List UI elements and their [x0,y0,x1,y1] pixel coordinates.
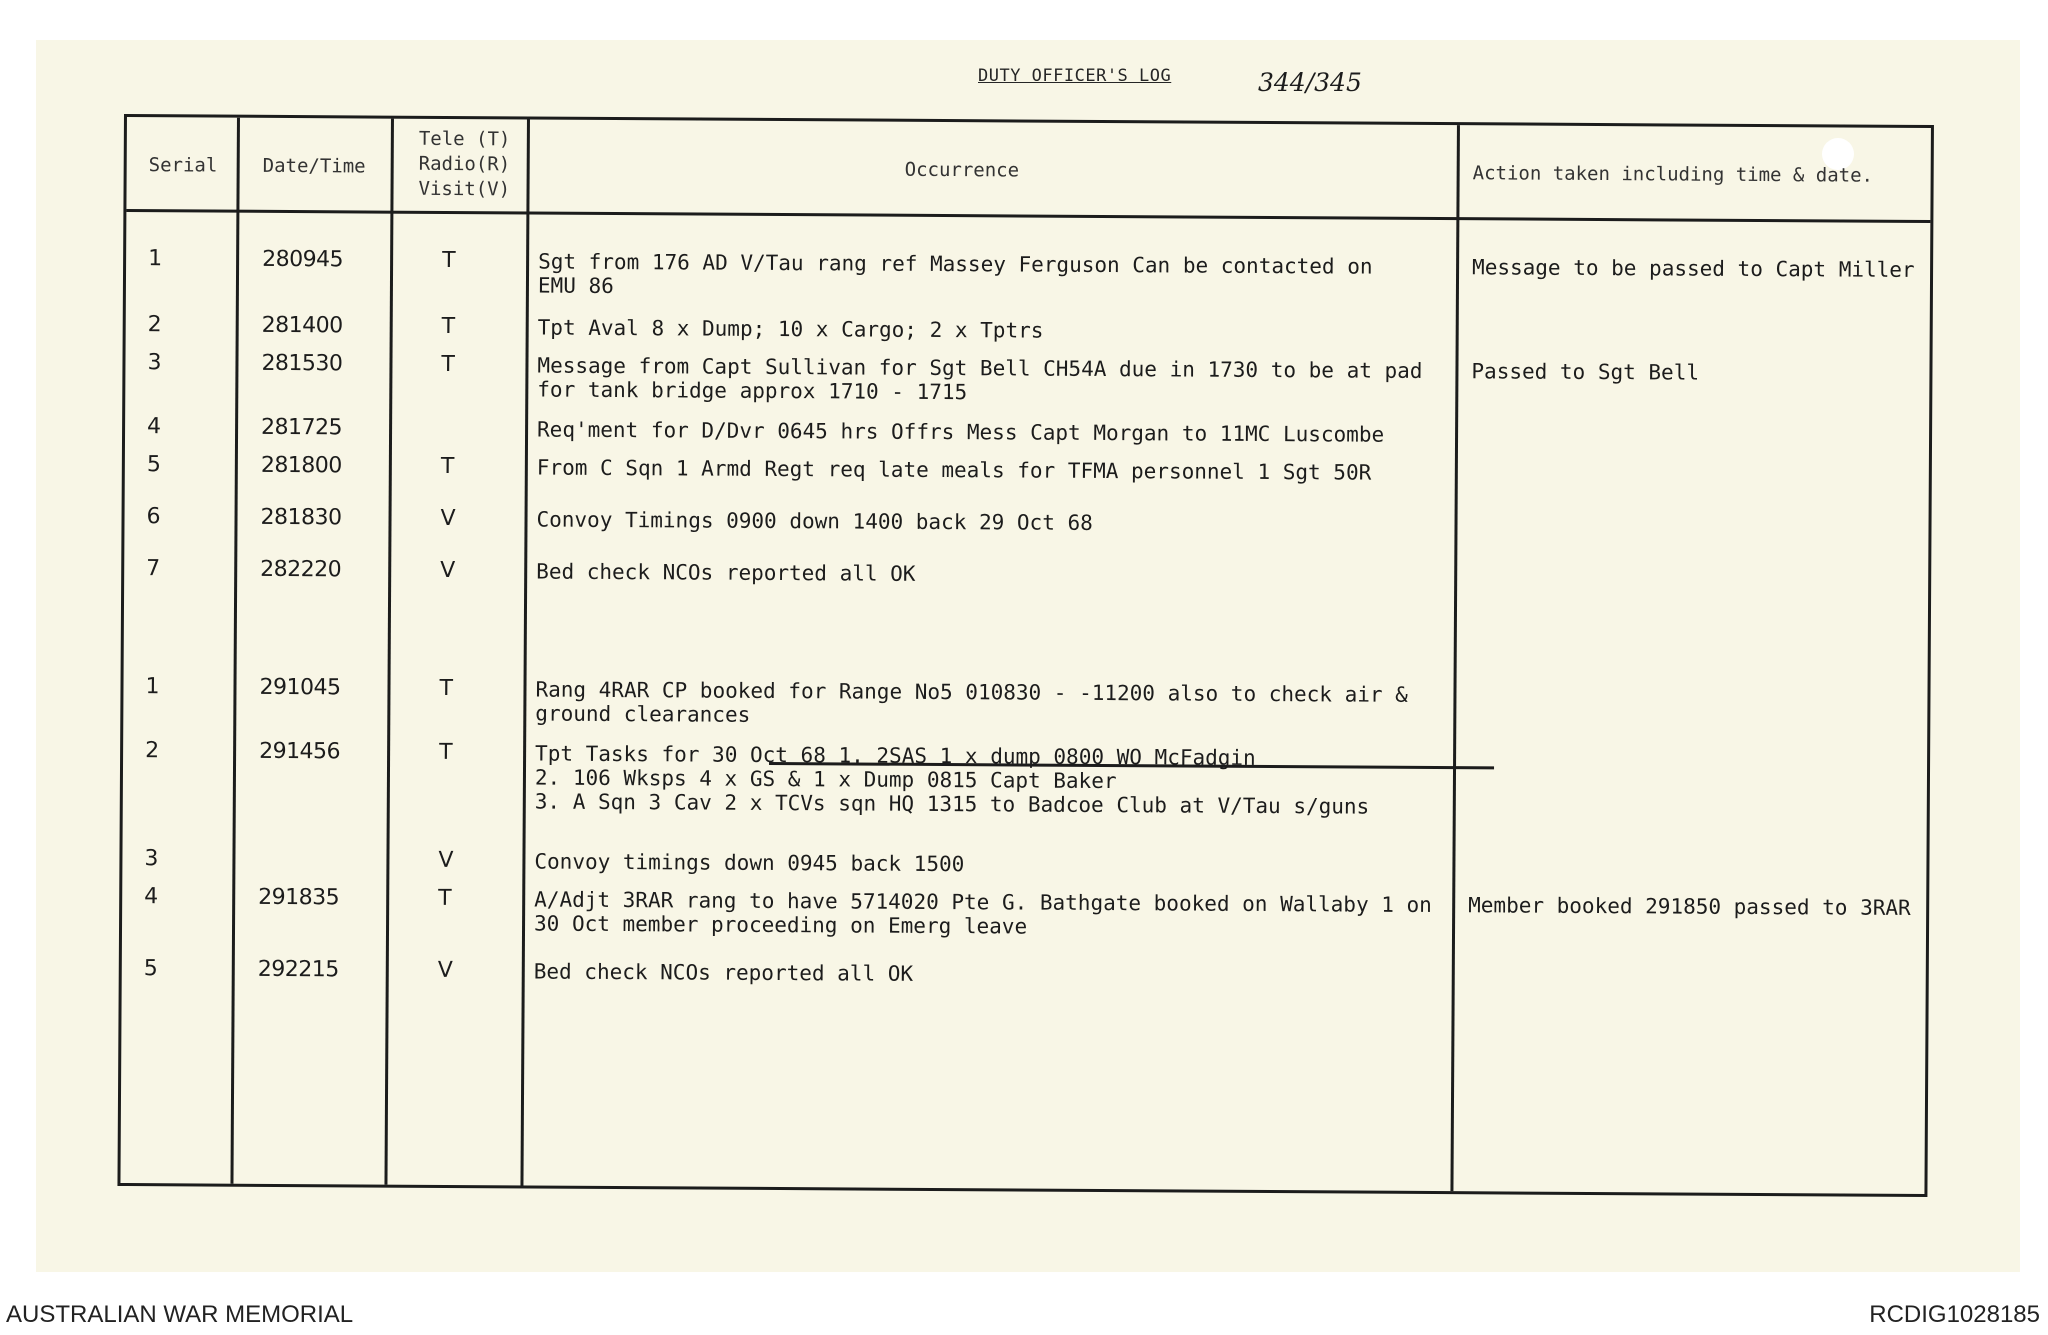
row-occurrence-line: 30 Oct member proceeding on Emerg leave [533,911,1028,939]
row-datetime: 292215 [257,956,339,983]
row-occurrence-line: Convoy timings down 0945 back 1500 [534,849,965,877]
row-action: Passed to Sgt Bell [1471,359,1700,385]
col-divider [520,119,530,1185]
col-divider [230,118,240,1184]
row-occurrence-line: 2. 106 Wksps 4 x GS & 1 x Dump 0815 Capt Baker [534,765,1117,794]
row-datetime: 281400 [261,312,343,339]
row-datetime: 282220 [260,556,342,583]
header-rule [126,209,1930,223]
row-occurrence-line: EMU 86 [537,273,614,298]
row-mode: V [440,557,456,584]
row-occurrence-line: Bed check NCOs reported all OK [533,959,914,986]
row-occurrence-line: 3. A Sqn 3 Cav 2 x TCVs sqn HQ 1315 to Badcoe Club at V/Tau s/guns [534,789,1370,819]
row-occurrence-line: Rang 4RAR CP booked for Range No5 010830 - -11200 also to check air & [535,677,1408,707]
row-serial: 4 [147,414,162,440]
row-serial: 5 [143,956,158,982]
row-datetime: 291045 [259,674,341,701]
footer-institution: AUSTRALIAN WAR MEMORIAL [6,1301,354,1328]
row-serial: 3 [144,846,159,872]
row-serial: 3 [147,350,162,376]
log-table [117,114,1934,1197]
row-datetime: 281530 [261,350,343,377]
row-serial: 2 [147,312,162,338]
row-occurrence-line: Req'ment for D/Dvr 0645 hrs Offrs Mess Capt Morgan to 11MC Luscombe [537,417,1385,447]
row-mode: V [440,505,456,532]
header-serial: Serial [148,154,218,177]
row-serial: 4 [144,884,159,910]
row-occurrence-line: From C Sqn 1 Armd Regt req late meals for TFMA personnel 1 Sgt 50R [536,455,1372,485]
row-serial: 1 [145,674,160,700]
row-mode: V [438,847,454,874]
header-mode-radio: Radio(R) [418,152,511,176]
col-divider [1450,125,1460,1191]
footer-record-id: RCDIG1028185 [1869,1301,2040,1328]
row-action: Message to be passed to Capt Miller [1472,255,1915,282]
header-mode-tele: Tele (T) [418,127,511,151]
row-occurrence-line: Message from Capt Sullivan for Sgt Bell CH54A due in 1730 to be at pad [537,353,1423,383]
header-datetime: Date/Time [262,154,366,178]
row-mode: T [439,739,453,766]
header-mode-visit: Visit(V) [418,177,511,201]
row-occurrence-line: Sgt from 176 AD V/Tau rang ref Massey Ferguson Can be contacted on [538,249,1373,279]
row-serial: 6 [146,504,161,530]
row-action: Member booked 291850 passed to 3RAR [1468,893,1911,920]
row-mode: T [441,313,456,340]
row-datetime: 281800 [260,452,342,479]
row-occurrence-line: Tpt Tasks for 30 Oct 68 1. 2SAS 1 x dump 0800 WO McFadgin [535,741,1256,770]
row-datetime: 281725 [261,414,343,441]
header-action: Action taken including time & date. [1472,162,1874,187]
row-mode: T [441,351,456,378]
row-mode: V [437,957,453,984]
row-mode: T [439,675,454,702]
row-mode: T [440,453,455,480]
reference-number: 344/345 [1258,68,1362,97]
header-occurrence: Occurrence [904,158,1020,182]
row-serial: 5 [146,452,161,478]
row-occurrence-line: A/Adjt 3RAR rang to have 5714020 Pte G. Bathgate booked on Wallaby 1 on [534,887,1432,918]
row-occurrence-line: for tank bridge approx 1710 - 1715 [537,377,968,405]
col-divider [384,119,394,1185]
row-occurrence-line: ground clearances [535,701,751,727]
row-serial: 7 [146,556,161,582]
row-datetime: 281830 [260,504,342,531]
row-occurrence-line: Bed check NCOs reported all OK [536,559,916,586]
row-datetime: 280945 [262,246,344,273]
row-occurrence-line: Tpt Aval 8 x Dump; 10 x Cargo; 2 x Tptrs [537,315,1044,343]
document-title: DUTY OFFICER'S LOG [978,66,1172,86]
row-datetime: 291456 [259,738,341,765]
row-datetime: 291835 [258,884,340,911]
row-mode: T [442,247,456,274]
row-serial: 1 [148,246,163,272]
row-serial: 2 [145,738,160,764]
row-mode: T [438,885,452,912]
row-occurrence-line: Convoy Timings 0900 down 1400 back 29 Oct 68 [536,507,1093,535]
